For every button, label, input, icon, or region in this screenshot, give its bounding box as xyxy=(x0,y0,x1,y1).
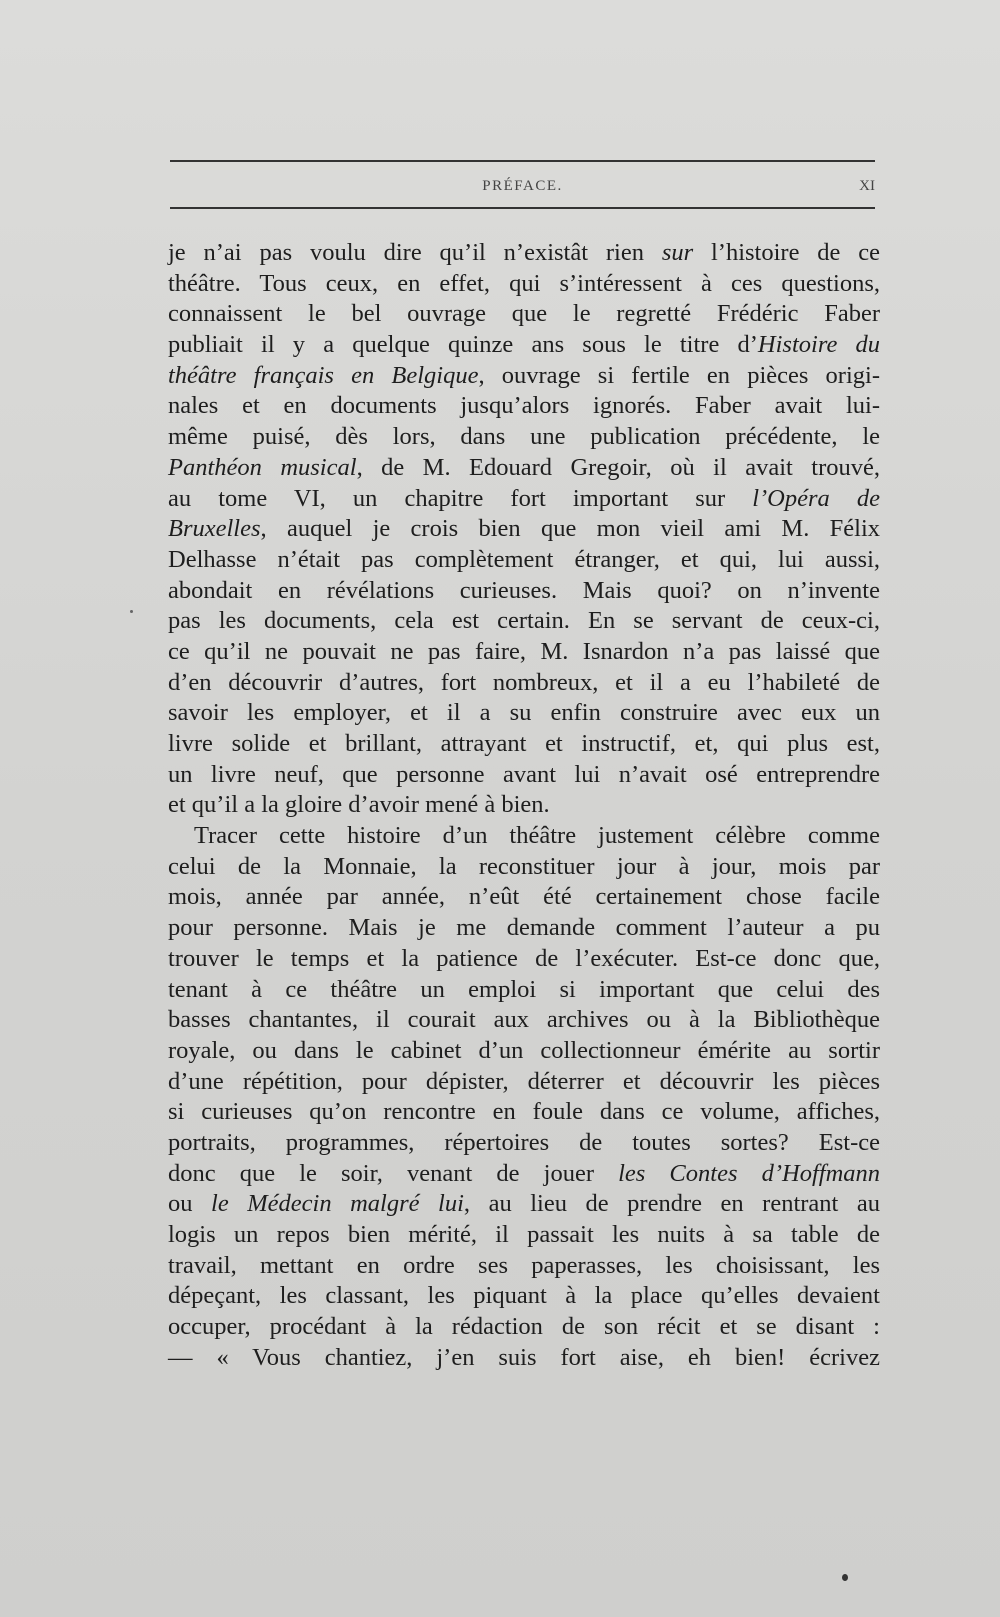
text-segment: mois, année par année, n’eût été certainement chose facile xyxy=(168,883,880,911)
text-line xyxy=(168,1312,880,1343)
text-segment: je n’ai pas voulu dire qu’il n’existât rien xyxy=(168,239,662,266)
text-segment: théâtre. Tous ceux, en effet, qui s’intéressent à ces questions, xyxy=(168,269,880,297)
text-line xyxy=(168,1159,880,1190)
header-rule-top xyxy=(170,160,875,162)
text-segment: pas les documents, cela est certain. En se servant de ceux-ci, xyxy=(168,607,880,635)
italic-text: sur xyxy=(661,239,694,266)
text-segment: basses chantantes, il courait aux archives ou à la Bibliothèque xyxy=(168,1006,880,1034)
text-line xyxy=(168,1067,880,1098)
text-segment: livre solide et brillant, attrayant et instructif, et, qui plus est, xyxy=(168,730,880,757)
text-line xyxy=(168,668,880,699)
text-line xyxy=(168,821,880,852)
text-segment: Delhasse n’était pas complètement étranger, et qui, lui aussi, xyxy=(168,545,880,573)
italic-text: Panthéon musical xyxy=(168,453,357,481)
text-segment: au tome VI, un chapitre fort important sur xyxy=(168,484,753,512)
italic-text: Bruxelles xyxy=(168,515,261,543)
text-segment: l’histoire de ce xyxy=(693,239,880,266)
text-segment: ou xyxy=(168,1190,212,1218)
text-line xyxy=(168,299,880,330)
text-line xyxy=(168,391,880,422)
text-line xyxy=(168,852,880,883)
text-line xyxy=(168,975,880,1006)
text-line xyxy=(168,422,880,453)
text-line xyxy=(168,484,880,515)
text-segment: nales et en documents jusqu’alors ignorés. Faber avait lui- xyxy=(168,392,880,420)
text-segment: savoir les employer, et il a su enfin construire avec eux un xyxy=(168,699,880,727)
text-segment: un livre neuf, que personne avant lui n’avait osé entreprendre xyxy=(168,760,880,788)
italic-text: théâtre français en Belgique xyxy=(168,361,479,389)
text-line xyxy=(168,606,880,637)
text-line xyxy=(168,514,880,545)
text-segment: travail, mettant en ordre ses paperasses, les choisissant, les xyxy=(168,1251,880,1279)
text-line xyxy=(168,698,880,729)
text-segment: abondait en révélations curieuses. Mais quoi? on n’invente xyxy=(168,576,880,604)
text-line xyxy=(168,913,880,944)
text-segment: même puisé, dès lors, dans une publication précédente, le xyxy=(168,423,880,451)
text-segment: publiait il y a quelque quinze ans sous le titre d’ xyxy=(168,331,758,359)
text-segment: , au lieu de prendre en rentrant au xyxy=(463,1190,880,1218)
page-number: XI xyxy=(859,178,875,194)
text-line xyxy=(168,576,880,607)
text-line xyxy=(168,453,880,484)
text-segment: d’une répétition, pour dépister, déterrer et découvrir les pièces xyxy=(168,1067,880,1095)
text-segment: donc que le soir, venant de jouer xyxy=(168,1159,619,1187)
italic-text: l’Opéra de xyxy=(752,484,880,512)
text-line xyxy=(168,361,880,392)
text-segment: trouver le temps et la patience de l’exécuter. Est-ce donc que, xyxy=(168,944,880,972)
ink-mark xyxy=(842,1574,848,1581)
text-segment: pour personne. Mais je me demande comment l’auteur a pu xyxy=(168,914,880,942)
text-segment: , auquel je crois bien que mon vieil ami M. Félix xyxy=(260,515,880,543)
text-line xyxy=(168,1281,880,1312)
text-line xyxy=(168,790,880,821)
text-line xyxy=(168,882,880,913)
text-line xyxy=(168,269,880,300)
text-segment: si curieuses qu’on rencontre en foule dans ce volume, affiches, xyxy=(168,1098,880,1126)
text-line xyxy=(168,1128,880,1159)
running-header xyxy=(170,172,875,198)
text-line xyxy=(168,944,880,975)
text-segment: celui de la Monnaie, la reconstituer jour à jour, mois par xyxy=(168,852,880,880)
text-segment: , ouvrage si fertile en pièces origi- xyxy=(478,361,880,389)
text-segment: — « Vous chantiez, j’en suis fort aise, eh bien! écrivez xyxy=(168,1343,880,1371)
text-line xyxy=(168,1097,880,1128)
running-title: PRÉFACE. xyxy=(482,178,563,194)
text-segment: , de M. Edouard Gregoir, où il avait trouvé, xyxy=(356,453,880,481)
text-line xyxy=(168,1251,880,1282)
text-line xyxy=(168,1343,880,1374)
text-line xyxy=(168,637,880,668)
text-segment: royale, ou dans le cabinet d’un collectionneur émérite au sortir xyxy=(168,1036,880,1064)
italic-text: les Contes d’Hoffmann xyxy=(618,1159,881,1187)
text-line xyxy=(168,1005,880,1036)
text-line xyxy=(168,729,880,760)
text-segment: occuper, procédant à la rédaction de son récit et se disant : xyxy=(168,1313,880,1341)
body-text xyxy=(168,238,880,1373)
text-segment: portraits, programmes, répertoires de toutes sortes? Est-ce xyxy=(168,1128,880,1156)
text-segment: et qu’il a la gloire d’avoir mené à bien. xyxy=(168,791,550,819)
text-segment: logis un repos bien mérité, il passait les nuits à sa table de xyxy=(168,1221,880,1248)
text-segment: tenant à ce théâtre un emploi si important que celui des xyxy=(168,975,880,1003)
text-segment: d’en découvrir d’autres, fort nombreux, et il a eu l’habileté de xyxy=(168,668,880,696)
paper-speck xyxy=(130,610,133,613)
text-segment: ce qu’il ne pouvait ne pas faire, M. Isnardon n’a pas laissé que xyxy=(168,637,880,665)
text-segment: Tracer cette histoire d’un théâtre justement célèbre comme xyxy=(194,822,880,850)
text-line xyxy=(168,330,880,361)
text-line xyxy=(168,760,880,791)
text-segment: connaissent le bel ouvrage que le regretté Frédéric Faber xyxy=(168,300,880,328)
text-line xyxy=(168,1189,880,1220)
text-line xyxy=(168,545,880,576)
text-line xyxy=(168,1220,880,1251)
header-rule-bottom xyxy=(170,207,875,209)
text-segment: dépeçant, les classant, les piquant à la place qu’elles devaient xyxy=(168,1282,880,1310)
text-line xyxy=(168,238,880,269)
italic-text: Histoire du xyxy=(757,331,880,359)
italic-text: le Médecin malgré lui xyxy=(211,1190,464,1218)
text-line xyxy=(168,1036,880,1067)
